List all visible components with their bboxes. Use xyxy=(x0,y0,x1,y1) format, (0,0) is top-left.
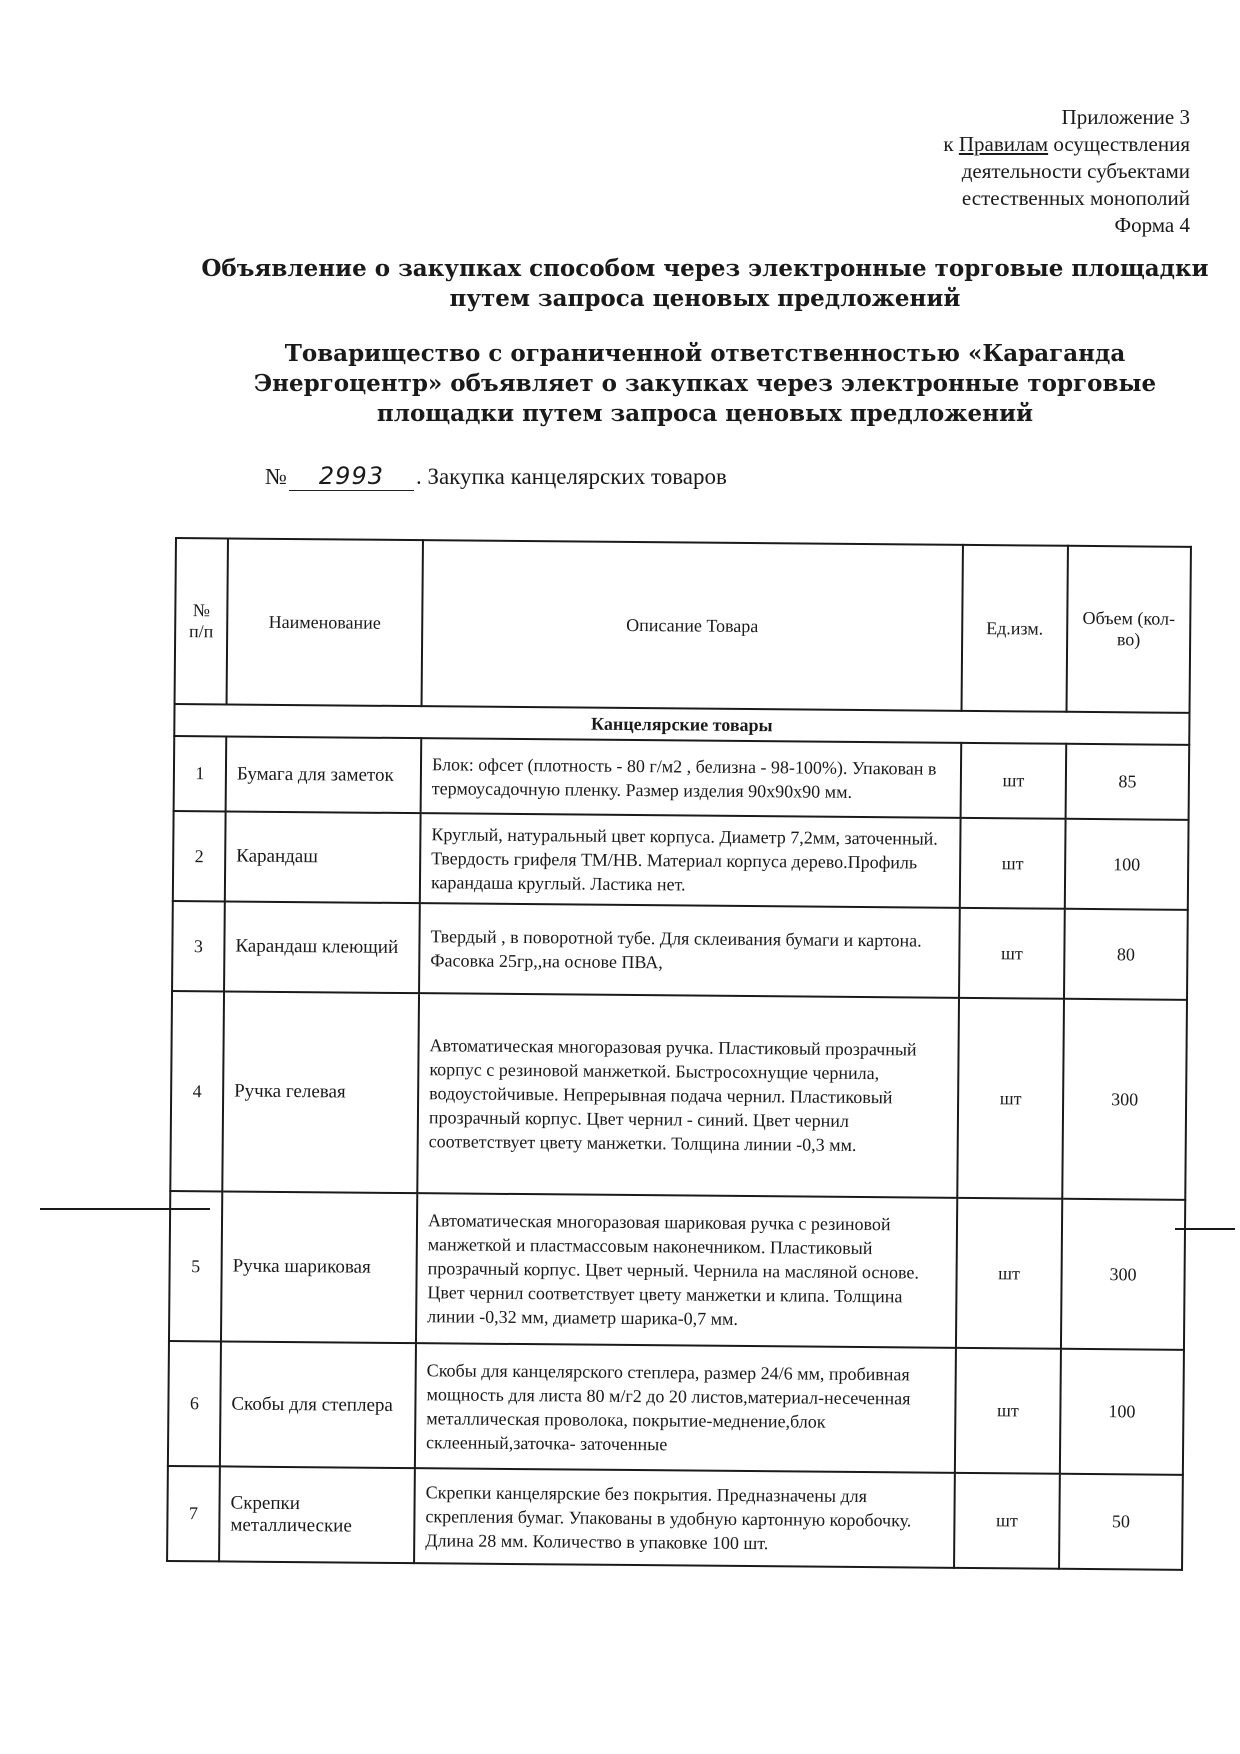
item-quantity: 300 xyxy=(1061,1199,1185,1350)
appendix-line-4: естественных монополий xyxy=(961,186,1190,210)
appendix-note xyxy=(820,104,1190,239)
organizer-announcement: Товарищество с ограниченной ответственностью «Караганда Энергоцентр» объявляет о закупках через электронные торговые площадки путем запроса ценовых предложений xyxy=(253,340,1157,427)
row-number: 2 xyxy=(173,811,226,901)
table-row xyxy=(172,901,1188,1000)
table-row xyxy=(170,991,1187,1200)
form-number: Форма 4 xyxy=(1114,213,1190,237)
table-row xyxy=(173,811,1189,910)
row-number: 6 xyxy=(168,1341,221,1466)
purchase-number-line xyxy=(265,462,727,491)
scan-artifact-line-right xyxy=(1175,1228,1235,1230)
item-quantity: 100 xyxy=(1065,819,1189,910)
item-quantity: 300 xyxy=(1062,999,1187,1200)
item-unit: шт xyxy=(961,743,1067,819)
appendix-line-2 xyxy=(820,131,1190,158)
row-number: 5 xyxy=(169,1191,222,1341)
table-row xyxy=(169,1191,1185,1350)
header-number: № п/п xyxy=(175,538,228,704)
appendix-prefix: к xyxy=(943,132,959,156)
table-row xyxy=(168,1341,1184,1475)
announcement-title: Объявление о закупках способом через электронные торговые площадки путем запроса ценовых предложений xyxy=(201,255,1209,312)
item-unit: шт xyxy=(954,1473,1060,1569)
item-description: Скрепки канцелярские без покрытия. Предназначены для скрепления бумаг. Упакованы в удобную картонную коробочку. Длина 28 мм. Количество в упаковке 100 шт. xyxy=(414,1468,955,1568)
table-row xyxy=(167,1466,1183,1570)
item-unit: шт xyxy=(959,908,1065,999)
item-name: Карандаш xyxy=(225,811,421,903)
item-name: Скобы для степлера xyxy=(220,1341,416,1468)
table-header-row xyxy=(175,538,1191,713)
item-quantity: 50 xyxy=(1059,1474,1183,1570)
item-unit: шт xyxy=(955,1348,1061,1474)
item-name: Скрепки металлические xyxy=(219,1466,415,1563)
item-unit: шт xyxy=(960,818,1066,909)
item-unit: шт xyxy=(957,998,1064,1199)
item-description: Автоматическая многоразовая ручка. Пластиковый прозрачный корпус с резиновой манжеткой. Быстросохнущие чернила, водоустойчивые. Непрерывная подача чернил. Пластиковый прозрачный корпус. Цвет чернил - синий. Цвет чернил соответствует цвету манжетки. Толщина линии -0,3 мм. xyxy=(417,993,959,1198)
table-row xyxy=(174,736,1190,820)
row-number: 7 xyxy=(167,1466,220,1561)
item-unit: шт xyxy=(956,1198,1062,1349)
item-description: Автоматическая многоразовая шариковая ручка с резиновой манжеткой и пластмассовым наконечником. Пластиковый прозрачный корпус. Цвет черный. Чернила на масляной основе. Цвет чернил соответствует цвету манжетки и клипа. Толщина линии -0,32 мм, диаметр шарика-0,7 мм. xyxy=(416,1193,957,1348)
purchase-number: 2993 xyxy=(289,462,414,491)
item-name: Бумага для заметок xyxy=(226,736,422,813)
header-unit: Ед.изм. xyxy=(962,545,1068,712)
item-description: Скобы для канцелярского степлера, размер 24/6 мм, пробивная мощность для листа 80 м/г2 до 20 листов,материал-несеченная металлическая проволока, покрытие-меднение,блок склеенный,заточка- заточенные xyxy=(415,1343,956,1473)
item-quantity: 80 xyxy=(1064,909,1188,1000)
item-description: Блок: офсет (плотность - 80 г/м2 , белизна - 98-100%). Упакован в термоусадочную пленку. Размер изделия 90х90х90 мм. xyxy=(421,738,962,818)
appendix-line-3: деятельности субъектами xyxy=(961,159,1190,183)
item-name: Ручка шариковая xyxy=(221,1191,417,1343)
item-name: Карандаш клеющий xyxy=(224,901,420,993)
item-quantity: 100 xyxy=(1060,1349,1184,1475)
section-title: Канцелярские товары xyxy=(174,704,1189,745)
row-number: 1 xyxy=(174,736,227,811)
header-quantity: Объем (кол-во) xyxy=(1067,546,1191,713)
header-description: Описание Товара xyxy=(422,540,963,711)
rules-link[interactable]: Правилам xyxy=(958,132,1049,156)
item-description: Круглый, натуральный цвет корпуса. Диаметр 7,2мм, заточенный. Твердость грифеля ТМ/НВ. Материал корпуса дерево.Профиль карандаша круглый. Ластика нет. xyxy=(420,813,961,908)
row-number: 3 xyxy=(172,901,225,991)
goods-table-wrapper xyxy=(166,537,1190,1571)
row-number: 4 xyxy=(170,991,224,1191)
scan-artifact-line-left xyxy=(40,1208,210,1210)
number-sign: № xyxy=(265,464,287,489)
header-name: Наименование xyxy=(227,538,423,706)
appendix-line-1: Приложение 3 xyxy=(1061,105,1190,129)
goods-table xyxy=(166,537,1192,1571)
item-name: Ручка гелевая xyxy=(222,991,419,1193)
item-description: Твердый , в поворотной тубе. Для склеивания бумаги и картона. Фасовка 25гр,,на основе ПВА, xyxy=(419,903,960,998)
item-quantity: 85 xyxy=(1066,744,1190,820)
appendix-suffix: осуществления xyxy=(1048,132,1190,156)
purchase-subject: . Закупка канцелярских товаров xyxy=(415,464,727,489)
